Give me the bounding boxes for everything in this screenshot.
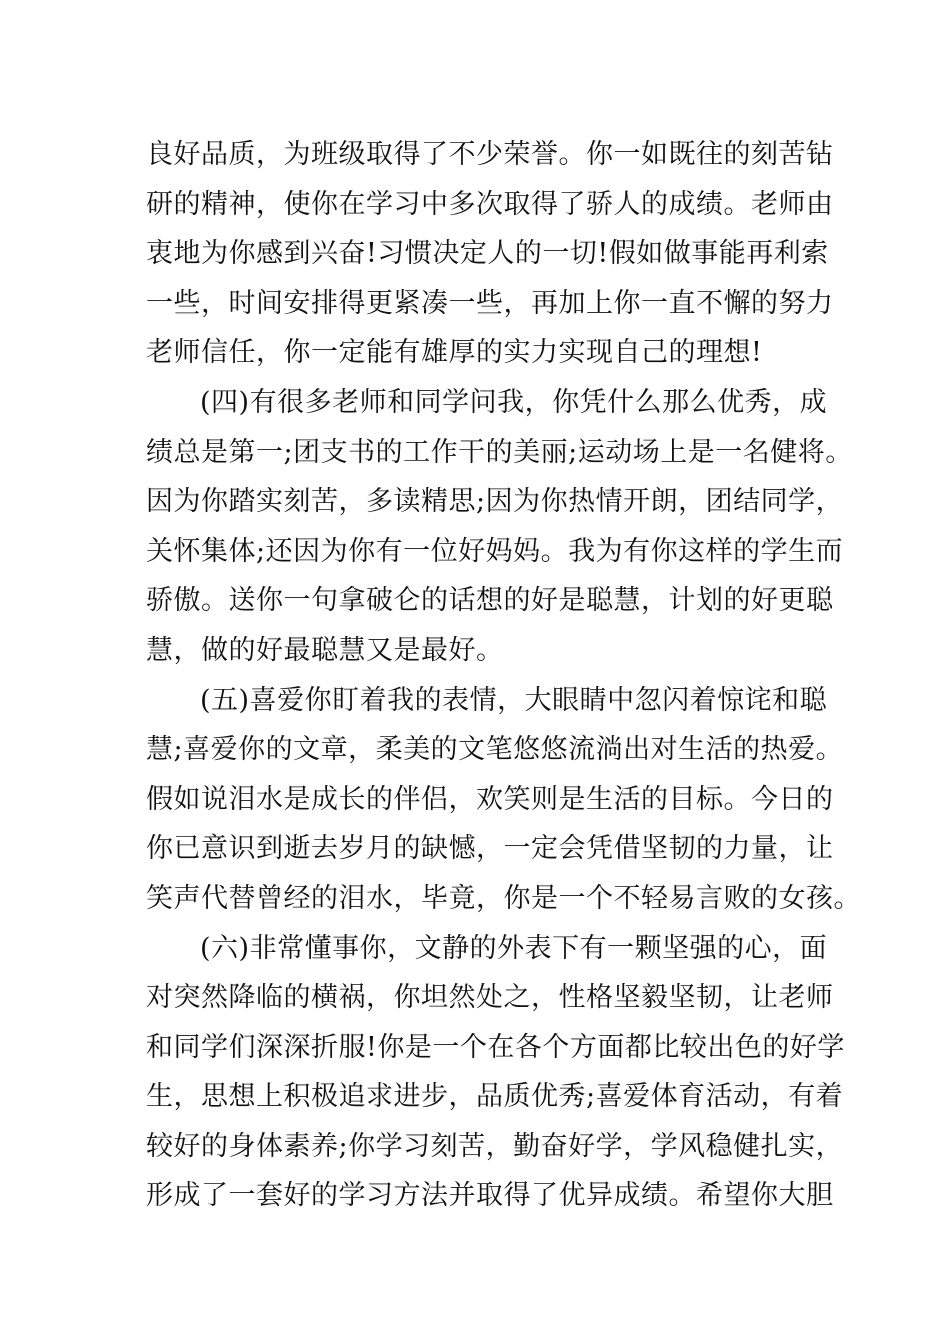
text-line: 慧;喜爱你的文章，柔美的文笔悠悠流淌出对生活的热爱。 [146, 734, 844, 766]
text-line: 研的精神，使你在学习中多次取得了骄人的成绩。老师由 [146, 188, 834, 220]
text-line: 良好品质，为班级取得了不少荣誉。你一如既往的刻苦钻 [146, 139, 834, 170]
text-line: 慧，做的好最聪慧又是最好。 [146, 634, 504, 666]
text-line: 假如说泪水是成长的伴侣，欢笑则是生活的目标。今日的 [146, 783, 834, 815]
text-line: 和同学们深深折服!你是一个在各个方面都比较出色的好学 [146, 1031, 845, 1063]
text-line: 关怀集体;还因为你有一位好妈妈。我为有你这样的学生而 [146, 535, 844, 567]
text-line: 对突然降临的横祸，你坦然处之，性格坚毅坚韧，让老师 [146, 982, 834, 1014]
text-line: 因为你踏实刻苦，多读精思;因为你热情开朗，团结同学， [146, 486, 844, 518]
text-line: 形成了一套好的学习方法并取得了优异成绩。希望你大胆 [146, 1180, 834, 1212]
text-line: 较好的身体素养;你学习刻苦，勤奋好学，学风稳健扎实， [146, 1130, 844, 1162]
text-line: 笑声代替曾经的泪水，毕竟，你是一个不轻易言败的女孩。 [146, 882, 861, 914]
text-line: 生，思想上积极追求进步，品质优秀;喜爱体育活动，有着 [146, 1081, 844, 1113]
text-line: 一些，时间安排得更紧凑一些，再加上你一直不懈的努力 [146, 287, 834, 319]
text-line: 老师信任，你一定能有雄厚的实力实现自己的理想! [146, 337, 763, 369]
text-line: 衷地为你感到兴奋!习惯决定人的一切!假如做事能再利索 [146, 238, 829, 270]
paragraph-start-line: (四)有很多老师和同学问我，你凭什么那么优秀，成 [200, 386, 828, 418]
paragraph-start-line: (六)非常懂事你，文静的外表下有一颗坚强的心，面 [200, 932, 828, 964]
paragraph-start-line: (五)喜爱你盯着我的表情，大眼睛中忽闪着惊诧和聪 [200, 684, 828, 716]
text-line: 骄傲。送你一句拿破仑的话想的好是聪慧，计划的好更聪 [146, 585, 834, 617]
text-line: 绩总是第一;团支书的工作干的美丽;运动场上是一名健将。 [146, 436, 853, 468]
document-body [146, 130, 861, 1221]
text-line: 你已意识到逝去岁月的缺憾，一定会凭借坚韧的力量，让 [146, 833, 834, 865]
